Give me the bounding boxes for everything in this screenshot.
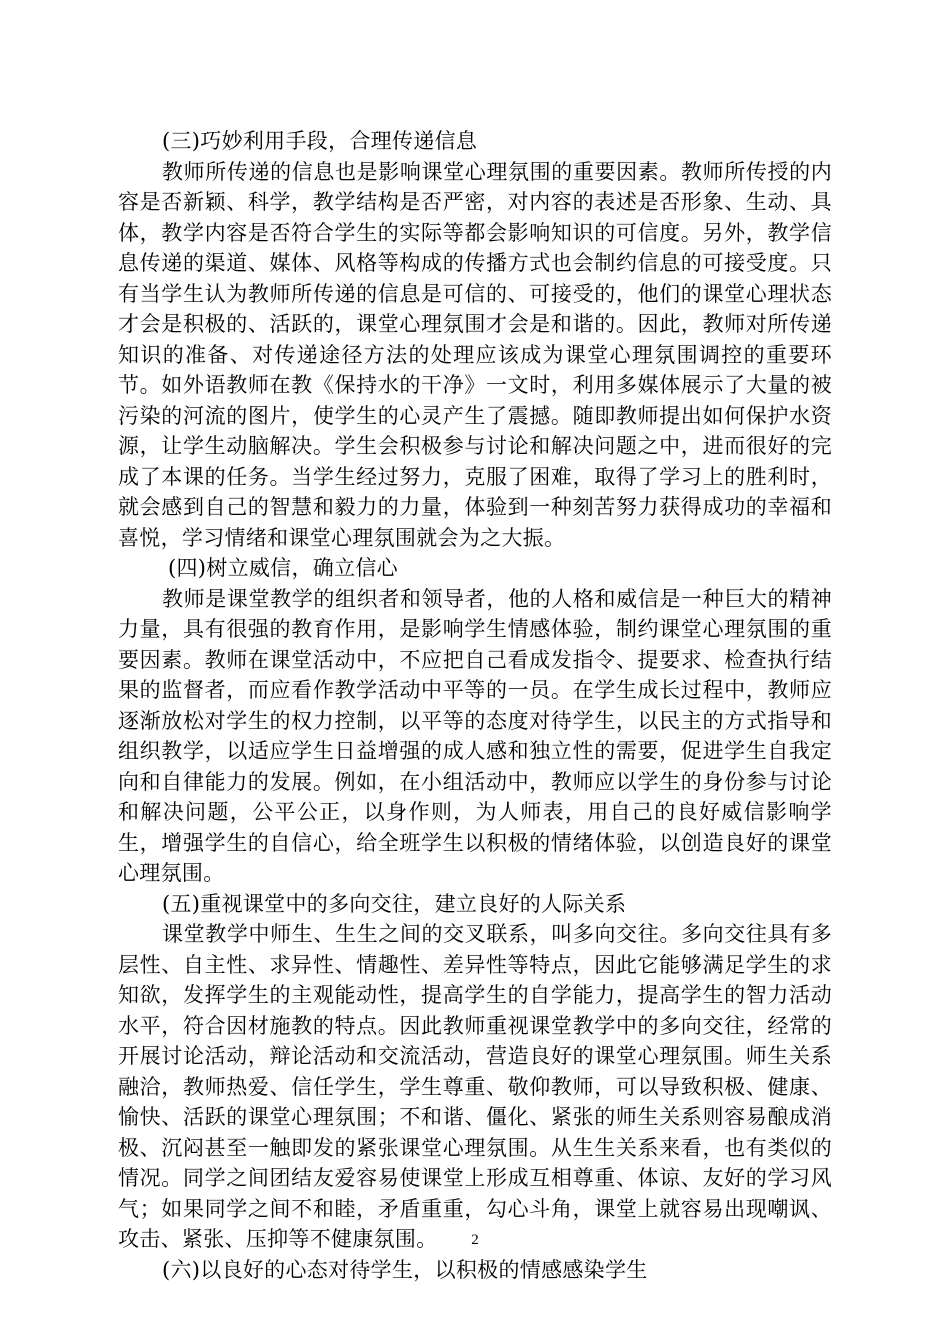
section-heading-6: (六)以良好的心态对待学生，以积极的情感感染学生: [162, 1257, 648, 1282]
section-heading-3: (三)巧妙利用手段，合理传递信息: [162, 129, 478, 153]
section-heading-4: (四)树立威信，确立信心: [168, 556, 398, 580]
section-paragraph-5: 课堂教学中师生、生生之间的交叉联系，叫多向交往。多向交往具有多层性、自主性、求异性、情趣性、差异性等特点，因此它能够满足学生的求知欲，发挥学生的主观能动性，提高学生的自学能力，提高学生的智力活动水平，符合因材施教的特点。因此教师重视课堂教学中的多向交往，经常的开展讨论活动，辩论活动和交流活动，营造良好的课堂心理氛围。师生关系融洽，教师热爱、信任学生，学生尊重、敬仰教师，可以导致积极、健康、愉快、活跃的课堂心理氛围；不和谐、僵化、紧张的师生关系则容易酿成消极、沉闷甚至一触即发的紧张课堂心理氛围。从生生关系来看，也有类似的情况。同学之间团结友爱容易使课堂上形成互相尊重、体谅、友好的学习风气；如果同学之间不和睦，矛盾重重，勾心斗角，课堂上就容易出现嘲讽、攻击、紧张、压抑等不健康氛围。: [118, 922, 832, 1251]
section-paragraph-4: 教师是课堂教学的组织者和领导者，他的人格和威信是一种巨大的精神力量，具有很强的教育作用，是影响学生情感体验，制约课堂心理氛围的重要因素。教师在课堂活动中，不应把自己看成发指令、提要求、检查执行结果的监督者，而应看作教学活动中平等的一员。在学生成长过程中，教师应逐渐放松对学生的权力控制，以平等的态度对待学生，以民主的方式指导和组织教学，以适应学生日益增强的成人感和独立性的需要，促进学生自我定向和自律能力的发展。例如，在小组活动中，教师应以学生的身份参与讨论和解决问题，公平公正，以身作则，为人师表，用自己的良好威信影响学生，增强学生的自信心，给全班学生以积极的情绪体验，以创造良好的课堂心理氛围。: [118, 586, 832, 885]
section-paragraph-3: 教师所传递的信息也是影响课堂心理氛围的重要因素。教师所传授的内容是否新颖、科学，教学结构是否严密，对内容的表述是否形象、生动、具体，教学内容是否符合学生的实际等都会影响知识的可信度。另外，教学信息传递的渠道、媒体、风格等构成的传播方式也会制约信息的可接受度。只有当学生认为教师所传递的信息是可信的、可接受的，他们的课堂心理状态才会是积极的、活跃的，课堂心理氛围才会是和谐的。因此，教师对所传递知识的准备、对传递途径方法的处理应该成为课堂心理氛围调控的重要环节。如外语教师在教《保持水的干净》一文时，利用多媒体展示了大量的被污染的河流的图片，使学生的心灵产生了震撼。随即教师提出如何保护水资源，让学生动脑解决。学生会积极参与讨论和解决问题之中，进而很好的完成了本课的任务。当学生经过努力，克服了困难，取得了学习上的胜利时，就会感到自己的智慧和毅力的力量，体验到一种刻苦努力获得成功的幸福和喜悦，学习情绪和课堂心理氛围就会为之大振。: [118, 159, 832, 550]
page-number: 2: [471, 1232, 479, 1248]
section-heading-5: (五)重视课堂中的多向交往，建立良好的人际关系: [162, 891, 627, 916]
document-body: [118, 126, 832, 1285]
